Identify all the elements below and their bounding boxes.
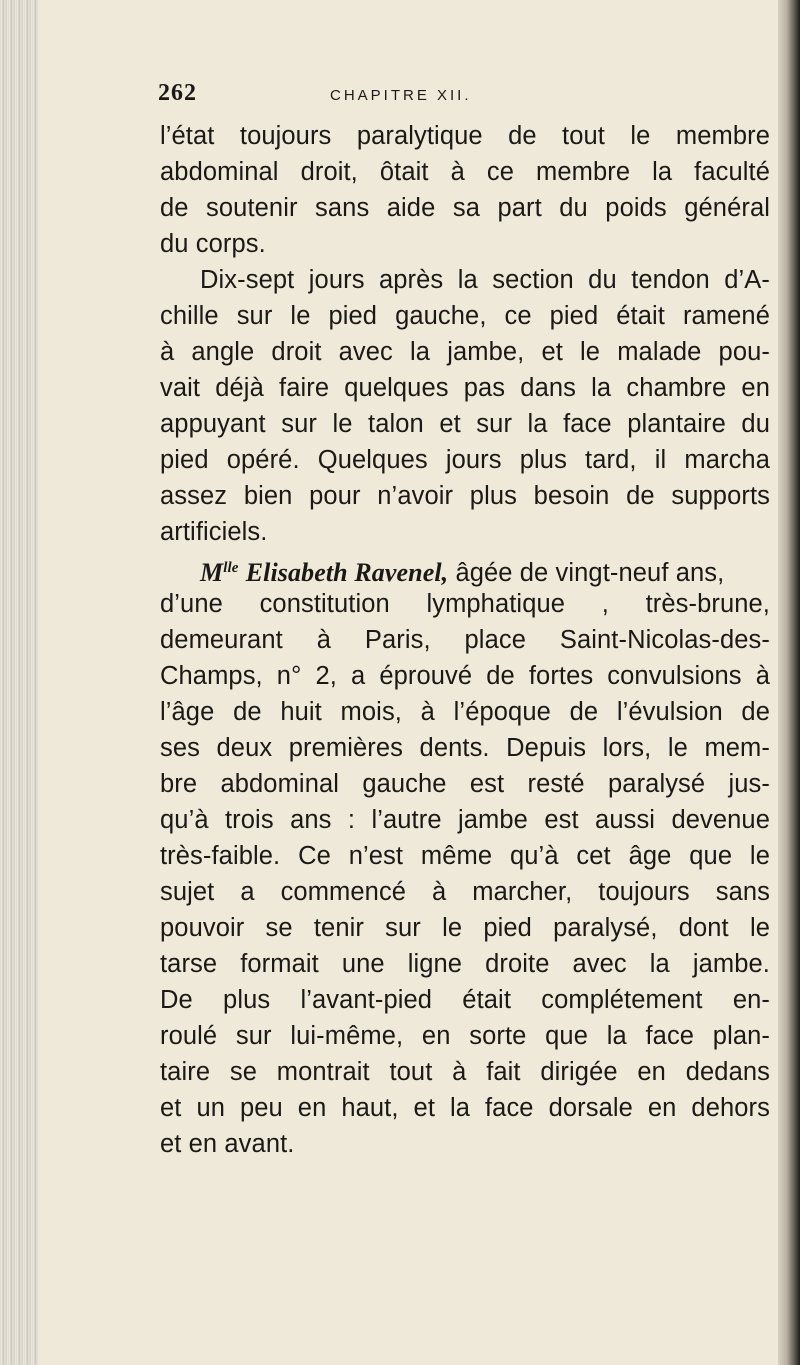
text-line: tarse formait une ligne droite avec la jambe. xyxy=(160,950,770,978)
patient-line xyxy=(160,550,770,586)
text-line: demeurant à Paris, place Saint-Nicolas-des- xyxy=(160,626,770,654)
text-line: et en avant. xyxy=(160,1130,295,1158)
text-line: l’état toujours paralytique de tout le membre xyxy=(160,122,770,150)
patient-rest: âgée de vingt-neuf ans, xyxy=(448,559,725,587)
text-line: taire se montrait tout à fait dirigée en dedans xyxy=(160,1058,770,1086)
text-line: pouvoir se tenir sur le pied paralysé, dont le xyxy=(160,914,770,942)
text-line: roulé sur lui-même, en sorte que la face plan- xyxy=(160,1022,770,1050)
text-line: ses deux premières dents. Depuis lors, le mem- xyxy=(160,734,770,762)
body-text xyxy=(160,118,770,1162)
text-line: appuyant sur le talon et sur la face plantaire du xyxy=(160,410,770,438)
patient-title: M xyxy=(200,558,224,587)
page-number: 262 xyxy=(158,80,197,106)
text-line: à angle droit avec la jambe, et le malade pou- xyxy=(160,338,770,366)
text-line: pied opéré. Quelques jours plus tard, il marcha xyxy=(160,446,770,474)
text-line: qu’à trois ans : l’autre jambe est aussi devenue xyxy=(160,806,770,834)
text-line: abdominal droit, ôtait à ce membre la faculté xyxy=(160,158,770,186)
patient-name: Elisabeth Ravenel, xyxy=(245,558,449,587)
text-line: du corps. xyxy=(160,230,266,258)
page-edge-right xyxy=(778,0,800,1365)
text-line: assez bien pour n’avoir plus besoin de supports xyxy=(160,482,770,510)
text-line: très-faible. Ce n’est même qu’à cet âge que le xyxy=(160,842,770,870)
page-header xyxy=(158,80,718,120)
text-line: de soutenir sans aide sa part du poids général xyxy=(160,194,770,222)
text-line: Champs, n° 2, a éprouvé de fortes convulsions à xyxy=(160,662,770,690)
patient-title-sup: lle xyxy=(223,560,239,576)
text-line: vait déjà faire quelques pas dans la chambre en xyxy=(160,374,770,402)
running-head: CHAPITRE XII. xyxy=(330,87,472,104)
text-line: artificiels. xyxy=(160,518,268,546)
text-line: De plus l’avant-pied était complétement en- xyxy=(160,986,770,1014)
text-line: et un peu en haut, et la face dorsale en dehors xyxy=(160,1094,770,1122)
book-binding-left xyxy=(0,0,38,1365)
text-line: d’une constitution lymphatique , très-brune, xyxy=(160,590,770,618)
text-line: chille sur le pied gauche, ce pied était ramené xyxy=(160,302,770,330)
text-line: bre abdominal gauche est resté paralysé jus- xyxy=(160,770,770,798)
text-line: Dix-sept jours après la section du tendon d’A- xyxy=(200,266,770,294)
text-line: l’âge de huit mois, à l’époque de l’évulsion de xyxy=(160,698,770,726)
text-line: sujet a commencé à marcher, toujours sans xyxy=(160,878,770,906)
